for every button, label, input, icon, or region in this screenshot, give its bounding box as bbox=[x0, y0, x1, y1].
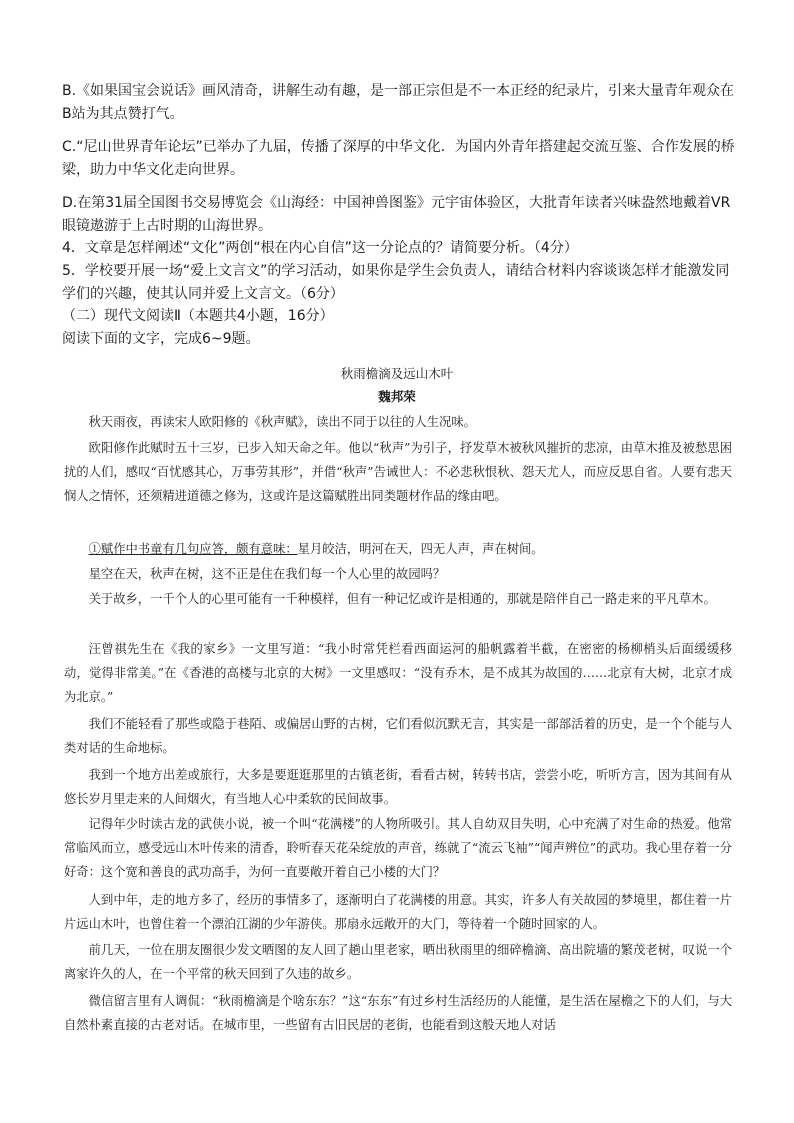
paragraph-1: 秋天雨夜，再读宋人欧阳修的《秋声赋》，读出不同于以往的人生况味。 bbox=[88, 415, 476, 429]
paragraph-12: 微信留言里有人调侃：“秋雨檐滴是个啥东东？”这“东东”有过乡村生活经历的人能懂，是生活在屋檐之下的人们，与大自然朴素直接的古老对话。在城市里，一些留有古旧民居的老街，也能看到这般天地人对话 bbox=[64, 994, 732, 1032]
paragraph-4: 星空在天，秋声在树，这不正是住在我们每一个人心里的故园吗？ bbox=[88, 567, 446, 581]
reading-instruction: 阅读下面的文字，完成6~9题。 bbox=[62, 331, 260, 347]
paragraph-11: 前几天，一位在朋友圈很少发文晒图的友人回了趟山里老家，晒出秋雨里的细碎檐滴、高出院墙的繁茂老树，叹说一个离家许久的人，在一个平常的秋天回到了久违的故乡。 bbox=[64, 943, 732, 981]
quoted-text: 星月皎洁，明河在天，四无人声，声在树间。 bbox=[297, 542, 544, 556]
paragraph-6: 汪曾祺先生在《我的家乡》一文里写道：“我小时常凭栏看西面运河的船帆露着半截，在密密的杨柳梢头后面缓缓移动，觉得非常美。”在《香港的高楼与北京的大树》一文里感叹：“没有乔木，是不成其为故国的……北京有大树，北京才成为北京。” bbox=[64, 642, 732, 704]
option-b: B.《如果国宝会说话》画风清奇，讲解生动有趣，是一部正宗但是不一本正经的纪录片，引来大量青年观众在B站为其点赞打气。 bbox=[62, 83, 735, 122]
paragraph-9: 记得年少时读古龙的武侠小说，被一个叫“花满楼”的人物所吸引。其人自幼双目失明，心中充满了对生命的热爱。他常常临风而立，感受远山木叶传来的清香，聆听春天花朵绽放的声音，练就了“流云飞袖”“闻声辨位”的武功。我心里存着一分好奇：这个宽和善良的武功高手，为何一直要敞开着自己小楼的大门？ bbox=[64, 817, 732, 879]
section-heading: （二）现代文阅读Ⅱ（本题共4小题，16分） bbox=[62, 308, 334, 324]
paragraph-10: 人到中年，走的地方多了，经历的事情多了，逐渐明白了花满楼的用意。其实，许多人有关故园的梦境里，都住着一片片远山木叶，也曾住着一个漂泊江湖的少年游侠。那扇永远敞开的大门，等待着一个随时回家的人。 bbox=[64, 893, 732, 931]
option-d: D.在第31届全国图书交易博览会《山海经：中国神兽图鉴》元宇宙体验区，大批青年读者兴味盎然地戴着VR眼镜遨游于上古时期的山海世界。 bbox=[62, 195, 731, 234]
question-5: 5．学校要开展一场“爱上文言文”的学习活动，如果你是学生会负责人，请结合材料内容谈谈怎样才能激发同学们的兴趣，使其认同并爱上文言文。（6分） bbox=[62, 263, 730, 302]
paragraph-7: 我们不能轻看了那些或隐于巷陌、或偏居山野的古树，它们看似沉默无言，其实是一部部活着的历史，是一个个能与人类对话的生命地标。 bbox=[64, 717, 732, 755]
underlined-sentence: ①赋作中书童有几句应答，颇有意味： bbox=[88, 542, 298, 556]
paragraph-3 bbox=[64, 537, 732, 561]
article-author: 魏邦荣 bbox=[378, 389, 416, 404]
paragraph-2: 欧阳修作此赋时五十三岁，已步入知天命之年。他以“秋声”为引子，抒发草木被秋风摧折的悲凉，由草木推及被愁思困扰的人们，感叹“百忧感其心，万事劳其形”，并借“秋声”告诫世人：不必悲秋恨秋、怨天尤人，而应反思自省。人要有悲天悯人之情怀，还须精进道德之修为，这或许是这篇赋胜出同类题材作品的缘由吧。 bbox=[64, 441, 732, 503]
option-c: C.“尼山世界青年论坛”已举办了九届，传播了深厚的中华文化．为国内外青年搭建起交流互鉴、合作发展的桥梁，助力中华文化走向世界。 bbox=[62, 139, 735, 178]
paragraph-5: 关于故乡，一千个人的心里可能有一千种模样，但有一种记忆或许是相通的，那就是陪伴自己一路走来的平凡草木。 bbox=[88, 592, 716, 606]
paragraph-8: 我到一个地方出差或旅行，大多是要逛逛那里的古镇老街，看看古树，转转书店，尝尝小吃，听听方言，因为其间有从悠长岁月里走来的人间烟火，有当地人心中柔软的民间故事。 bbox=[64, 768, 732, 806]
article-title: 秋雨檐滴及远山木叶 bbox=[340, 366, 454, 381]
question-4: 4．文章是怎样阐述“文化”两创“根在内心自信”这一分论点的？请简要分析。（4分） bbox=[62, 240, 578, 256]
